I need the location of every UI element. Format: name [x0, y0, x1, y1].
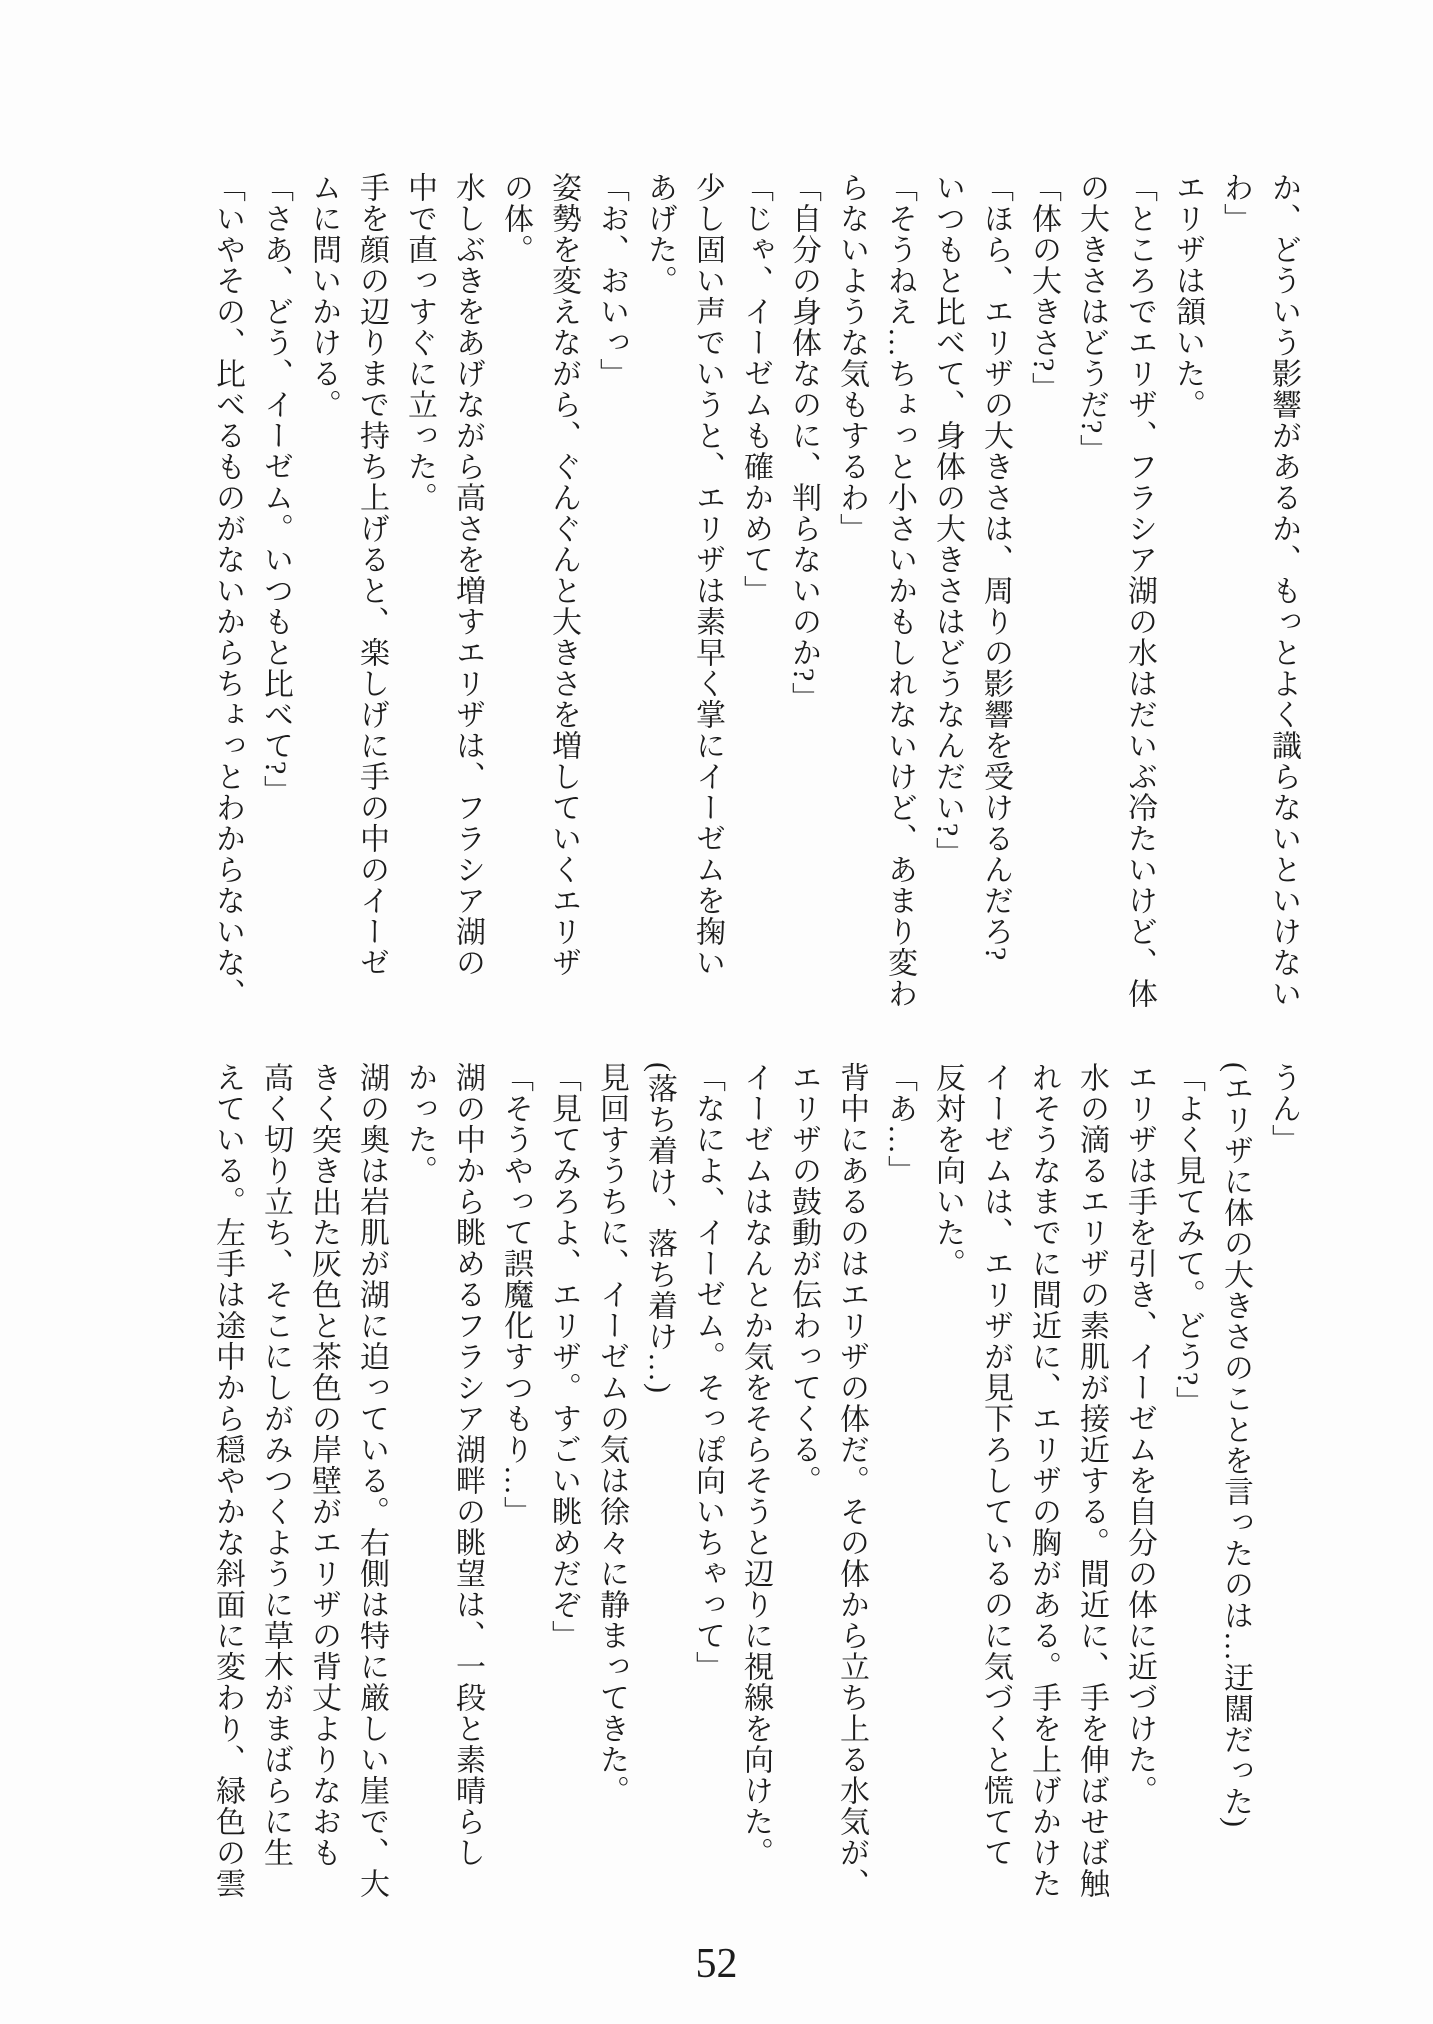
text-column: イーゼムはなんとか気をそらそうと辺りに視線を向けた。 — [739, 1062, 772, 1868]
text-block-upper — [203, 172, 1307, 1009]
text-column: きく突き出た灰色と茶色の岸壁がエリザの背丈よりなおも — [307, 1062, 340, 1868]
text-column: 反対を向いた。 — [931, 1062, 964, 1279]
text-column: 「なによ、イーゼム。そっぽ向いちゃって」 — [691, 1062, 724, 1682]
text-column: わ」 — [1219, 172, 1252, 234]
text-column: 高く切り立ち、そこにしがみつくように草木がまばらに生 — [259, 1062, 292, 1868]
text-column: 「お、おいっ」 — [595, 172, 628, 389]
text-column: エリザは頷いた。 — [1171, 172, 1204, 420]
text-column: れそうなまでに間近に、エリザの胸がある。手を上げかけた — [1027, 1062, 1060, 1899]
text-column: うん」 — [1267, 1062, 1300, 1155]
text-column: エリザの鼓動が伝わってくる。 — [787, 1062, 820, 1496]
text-column: 姿勢を変えながら、ぐんぐんと大きさを増していくエリザ — [547, 172, 580, 978]
text-column: の大きさはどうだ?」 — [1075, 172, 1108, 466]
text-column: かった。 — [403, 1062, 436, 1186]
text-column: 「じゃ、イーゼムも確かめて」 — [739, 172, 772, 606]
page-number: 52 — [695, 1941, 738, 1987]
text-column: 「そうやって誤魔化すつもり…」 — [499, 1062, 532, 1527]
text-column: いつもと比べて、身体の大きさはどうなんだい?」 — [931, 172, 964, 869]
text-column: 「よく見てみて。どう?」 — [1171, 1062, 1204, 1418]
text-column: の体。 — [499, 172, 532, 265]
text-column: (エリザに体の大きさのことを言ったのは…迂闊だった) — [1219, 1062, 1252, 1828]
text-column: イーゼムは、エリザが見下ろしているのに気づくと慌てて — [979, 1062, 1012, 1868]
text-column: 「ところでエリザ、フラシア湖の水はだいぶ冷たいけど、体 — [1123, 172, 1156, 1009]
text-column: 中で直っすぐに立った。 — [403, 172, 436, 513]
text-block-lower — [203, 1062, 1307, 1899]
text-column: 見回すうちに、イーゼムの気は徐々に静まってきた。 — [595, 1062, 628, 1806]
text-column: 水の滴るエリザの素肌が接近する。間近に、手を伸ばせば触 — [1075, 1062, 1108, 1899]
text-column: 湖の奥は岩肌が湖に迫っている。右側は特に厳しい崖で、大 — [355, 1062, 388, 1899]
text-column: 背中にあるのはエリザの体だ。その体から立ち上る水気が、 — [835, 1062, 868, 1899]
text-column: 「いやその、比べるものがないからちょっとわからないな、 — [211, 172, 244, 1009]
text-column: 「ほら、エリザの大きさは、周りの影響を受けるんだろ? — [979, 172, 1012, 962]
text-column: らないような気もするわ」 — [835, 172, 868, 544]
text-column: 「あ…」 — [883, 1062, 916, 1186]
text-column: 「自分の身体なのに、判らないのか?」 — [787, 172, 820, 714]
text-column: 「さあ、どう、イーゼム。いつもと比べて?」 — [259, 172, 292, 807]
text-column: ムに問いかける。 — [307, 172, 340, 420]
text-column: えている。左手は途中から穏やかな斜面に変わり、緑色の雲 — [211, 1062, 244, 1899]
text-column: 少し固い声でいうと、エリザは素早く掌にイーゼムを掬い — [691, 172, 724, 978]
text-column: 水しぶきをあげながら高さを増すエリザは、フラシア湖の — [451, 172, 484, 978]
text-column: 手を顔の辺りまで持ち上げると、楽しげに手の中のイーゼ — [355, 172, 388, 978]
text-column: 「体の大きさ?」 — [1027, 172, 1060, 404]
text-column: エリザは手を引き、イーゼムを自分の体に近づけた。 — [1123, 1062, 1156, 1806]
text-column: か、どういう影響があるか、もっとよく識らないといけない — [1267, 172, 1300, 1009]
text-column: 湖の中から眺めるフラシア湖畔の眺望は、一段と素晴らし — [451, 1062, 484, 1868]
text-column: あげた。 — [643, 172, 676, 296]
text-column: 「見てみろよ、エリザ。すごい眺めだぞ」 — [547, 1062, 580, 1651]
text-column: (落ち着け、落ち着け…) — [643, 1062, 676, 1394]
text-column: 「そうねえ…ちょっと小さいかもしれないけど、あまり変わ — [883, 172, 916, 1009]
